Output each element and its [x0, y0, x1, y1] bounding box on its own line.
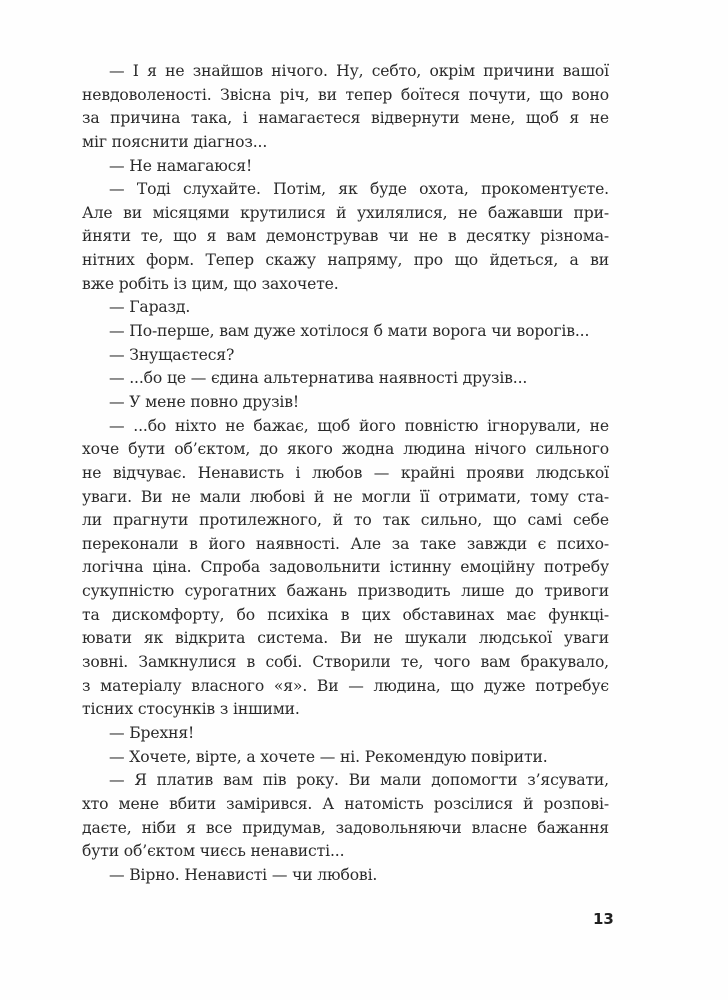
text-line: переконали в його наявності. Але за таке завжди є психо-	[82, 534, 609, 553]
text-line: бути об’єктом чиєсь ненависті...	[82, 842, 345, 861]
text-line: — ...бо ніхто не бажає, щоб його повністю ігнорували, не	[109, 416, 609, 435]
text-line: ювати як відкрита система. Ви не шукали людської уваги	[82, 629, 609, 648]
text-line: за причина така, і намагаєтеся відвернути мене, щоб я не	[82, 109, 609, 128]
text-line: — Вірно. Ненависті — чи любові.	[109, 865, 378, 884]
text-line: — Я платив вам пів року. Ви мали допомогти з’ясувати,	[109, 771, 609, 790]
text-line: — І я не знайшов нічого. Ну, себто, окрім причини вашої	[109, 62, 609, 80]
text-line: — Тоді слухайте. Потім, як буде охота, прокоментуєте.	[109, 180, 609, 199]
text-line: тісних стосунків з іншими.	[82, 700, 300, 719]
text-line: — ...бо це — єдина альтернатива наявності друзів...	[109, 369, 528, 388]
text-line: нітних форм. Тепер скажу напряму, про що йдеться, а ви	[82, 251, 609, 270]
text-line: — Брехня!	[109, 723, 195, 742]
text-line: вже робіть із цим, що захочете.	[82, 274, 339, 293]
text-line: не відчуває. Ненависть і любов — крайні прояви людської	[82, 463, 609, 482]
text-line: хто мене вбити замірився. А натомість розсілися й розпові-	[82, 794, 609, 813]
text-line: — Хочете, вірте, а хочете — ні. Рекомендую повірити.	[109, 747, 548, 766]
text-line: та дискомфорту, бо психіка в цих обставинах має функці-	[82, 605, 609, 624]
text-line: даєте, ніби я все придумав, задовольняючи власне бажання	[82, 818, 609, 837]
text-line: зовні. Замкнулися в собі. Створили те, чого вам бракувало,	[82, 653, 609, 672]
text-line: ли прагнути протилежного, й то так сильно, що самі себе	[82, 511, 609, 530]
text-line: — По-перше, вам дуже хотілося б мати ворога чи ворогів...	[109, 322, 590, 341]
text-line: йняти те, що я вам демонстрував чи не в десятку різнома-	[82, 227, 609, 246]
text-line: міг пояснити діагноз...	[82, 132, 268, 151]
text-line: невдоволеності. Звісна річ, ви тепер боїтеся почути, що воно	[82, 85, 609, 104]
text-line: — У мене повно друзів!	[109, 392, 300, 411]
text-line: уваги. Ви не мали любові й не могли її отримати, тому ста-	[82, 487, 609, 506]
text-line: хоче бути об’єктом, до якого жодна людина нічого сильного	[82, 440, 609, 459]
text-line: Але ви місяцями крутилися й ухилялися, не бажавши при-	[82, 203, 609, 222]
body-text	[82, 60, 609, 887]
text-line: — Гаразд.	[109, 298, 191, 317]
text-line: логічна ціна. Спроба задовольнити істинну емоційну потребу	[82, 558, 609, 577]
text-line: сукупністю сурогатних бажань призводить лише до тривоги	[82, 582, 609, 601]
text-line: — Знущаєтеся?	[109, 345, 235, 364]
text-line: — Не намагаюся!	[109, 156, 253, 175]
page-number: 13	[593, 910, 614, 928]
text-line: з матеріалу власного «я». Ви — людина, що дуже потребує	[82, 676, 609, 695]
